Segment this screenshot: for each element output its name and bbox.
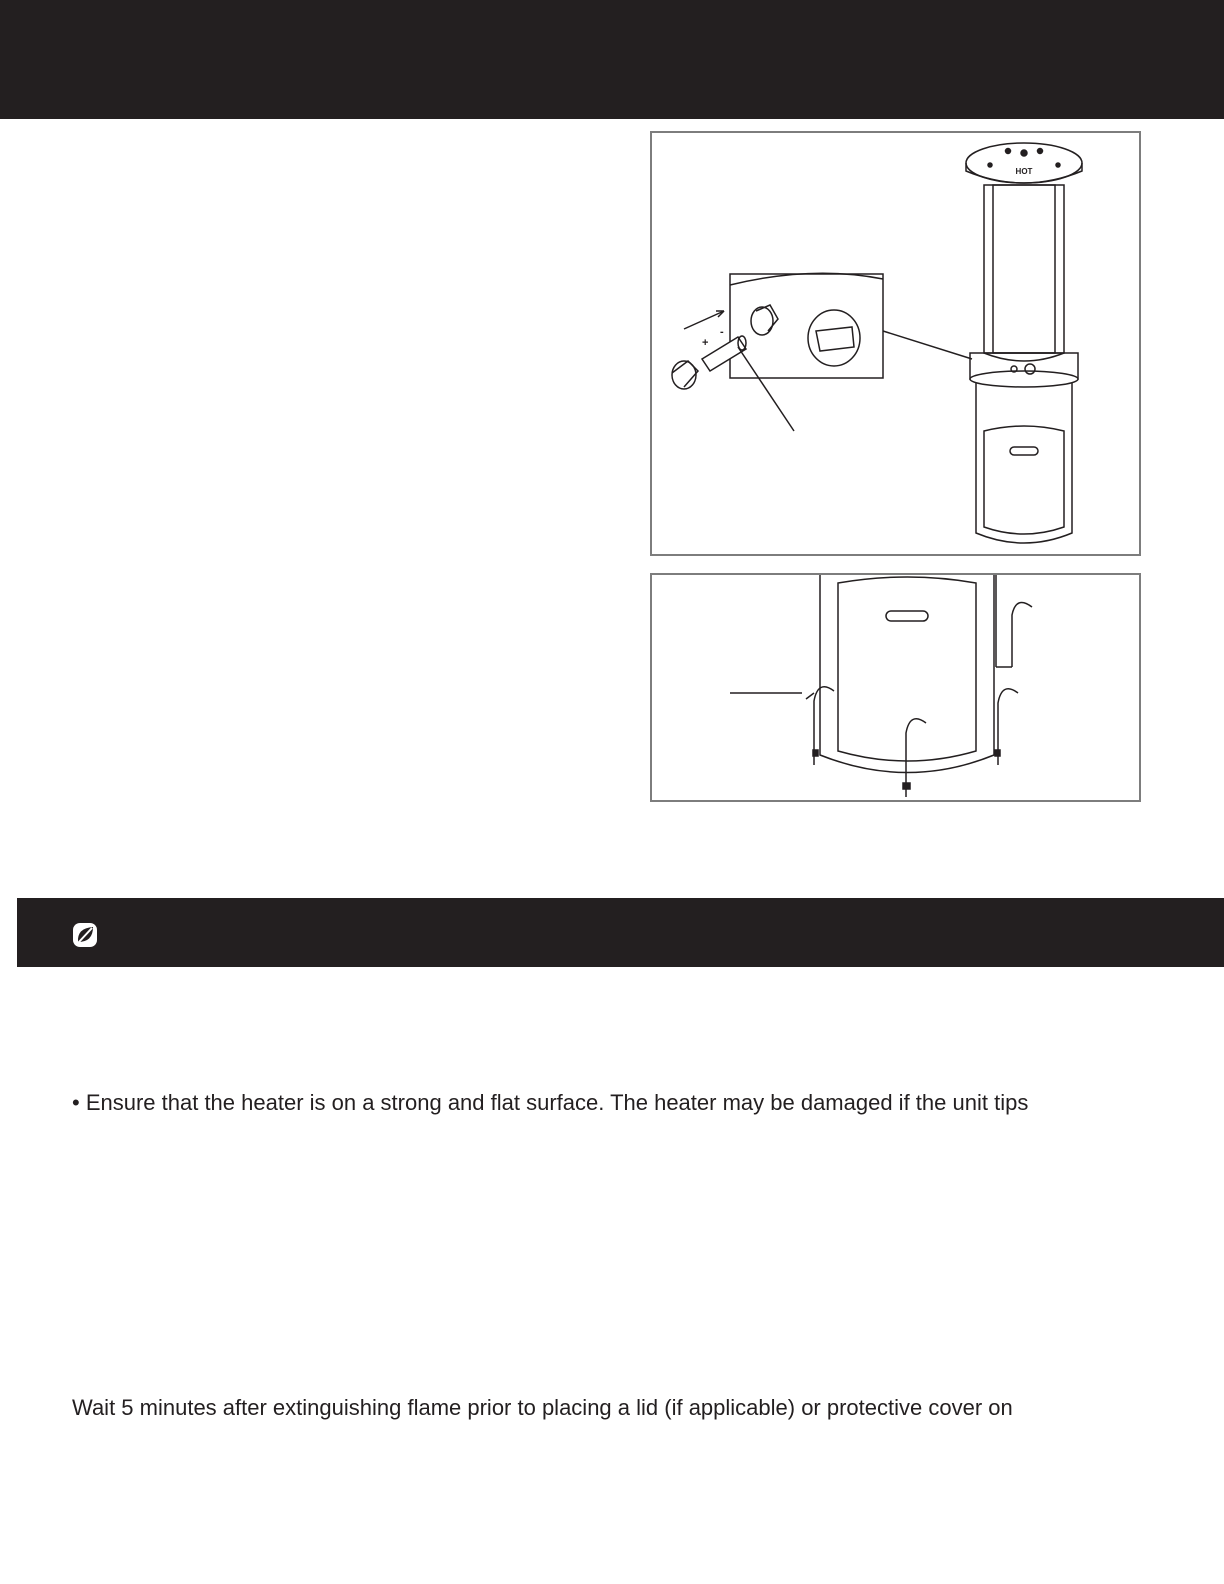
- ground-stakes-illustration: [652, 575, 1139, 800]
- battery-plus-label: +: [702, 337, 709, 349]
- battery-minus-label: -: [720, 326, 724, 338]
- section-band: [17, 898, 1224, 967]
- ground-stakes-figure: [650, 573, 1141, 802]
- battery-install-illustration: [652, 133, 1139, 554]
- leaf-icon: [72, 922, 98, 948]
- surface-safety-text: • Ensure that the heater is on a strong and flat surface. The heater may be damaged if the unit tips: [72, 1090, 1029, 1115]
- heater-hot-label: HOT: [1015, 167, 1033, 176]
- battery-install-figure: [650, 131, 1141, 556]
- header-band: [0, 0, 1224, 119]
- cover-wait-text: Wait 5 minutes after extinguishing flame prior to placing a lid (if applicable) or protective cover on: [72, 1395, 1013, 1420]
